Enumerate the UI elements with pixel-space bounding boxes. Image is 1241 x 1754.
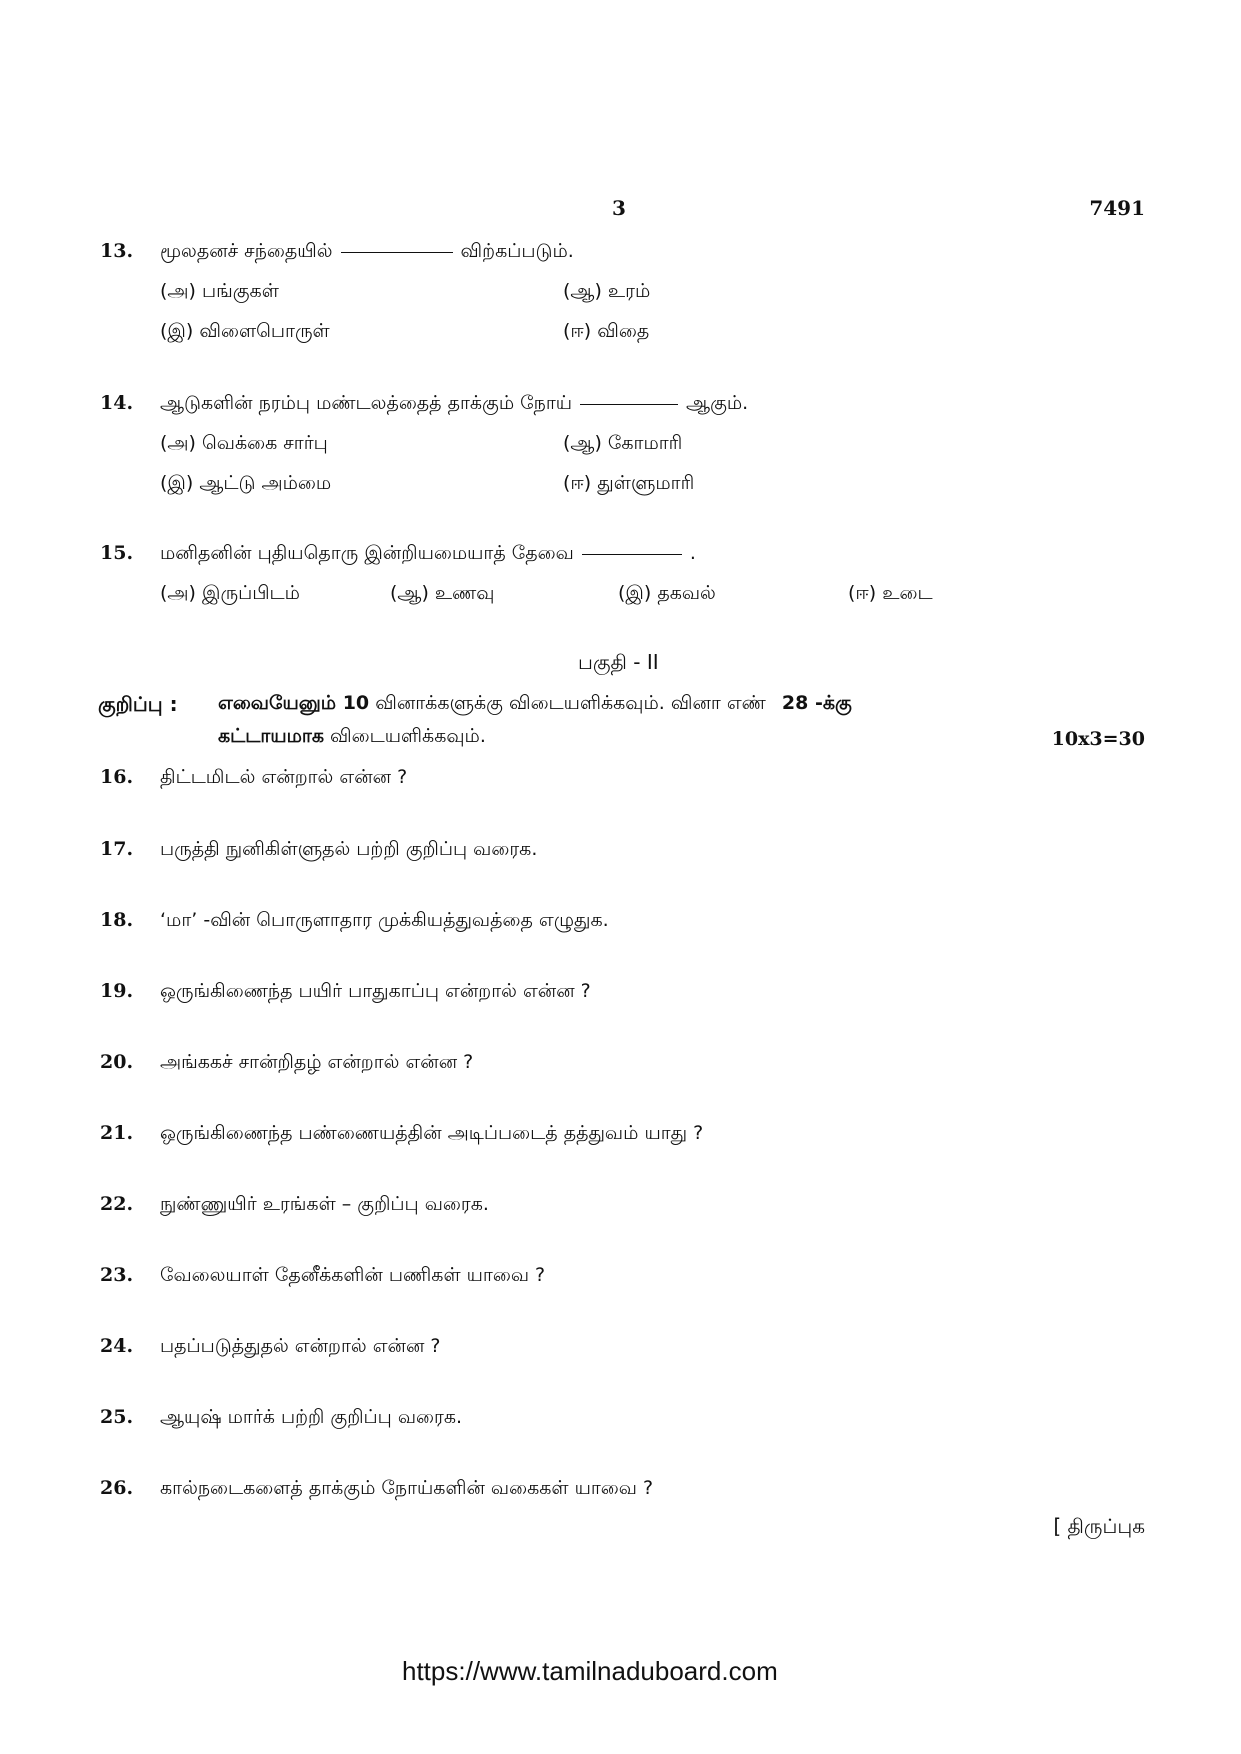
option-a: (அ) வெக்கை சார்பு [160,432,328,454]
option-d: (ஈ) விதை [563,320,650,342]
question-text: ஆயுஷ் மார்க் பற்றி குறிப்பு வரைக. [160,1406,463,1428]
question-number: 19. [100,980,134,1002]
question-text [160,240,574,265]
turn-over-note: [ திருப்புக [1053,1514,1145,1538]
question-number: 15. [100,542,134,564]
answer-blank [582,553,682,555]
option-a: (அ) பங்குகள் [160,280,279,302]
question-number: 14. [100,392,134,414]
note-instruction-continued [218,725,486,750]
question-text-after: ஆகும். [686,392,749,414]
option-b: (ஆ) உணவு [390,582,495,604]
question-number: 25. [100,1406,134,1428]
paper-code: 7491 [1089,196,1145,220]
question-text: ஒருங்கிணைந்த பண்ணையத்தின் அடிப்படைத் தத்துவம் யாது ? [160,1122,704,1144]
option-b: (ஆ) உரம் [563,280,651,302]
question-number: 24. [100,1335,134,1357]
question-text: ‘மா’ -வின் பொருளாதார முக்கியத்துவத்தை எழுதுக. [160,909,609,931]
question-number: 13. [100,240,134,262]
question-number: 17. [100,838,134,860]
question-number: 16. [100,766,134,788]
option-c: (இ) ஆட்டு அம்மை [160,472,332,494]
question-text-before: மூலதனச் சந்தையில் [160,240,333,262]
note-emphasis: எவையேனும் 10 [218,692,370,714]
question-text: ஒருங்கிணைந்த பயிர் பாதுகாப்பு என்றால் என்ன ? [160,980,591,1002]
note-emphasis: கட்டாயமாக [218,725,324,747]
question-number: 22. [100,1193,134,1215]
note-emphasis: 28 -க்கு [781,692,852,714]
question-text: நுண்ணுயிர் உரங்கள் – குறிப்பு வரைக. [160,1193,489,1215]
option-d: (ஈ) துள்ளுமாரி [563,472,695,494]
option-b: (ஆ) கோமாரி [563,432,683,454]
question-text: வேலையாள் தேனீக்களின் பணிகள் யாவை ? [160,1264,546,1286]
question-text: பருத்தி நுனிகிள்ளுதல் பற்றி குறிப்பு வரைக. [160,838,538,860]
option-a: (அ) இருப்பிடம் [160,582,300,604]
question-text [160,542,696,567]
question-number: 21. [100,1122,134,1144]
question-text: அங்ககச் சான்றிதழ் என்றால் என்ன ? [160,1051,474,1073]
question-text [160,392,748,417]
note-instruction [218,692,852,717]
page-number: 3 [612,196,626,220]
question-text-before: மனிதனின் புதியதொரு இன்றியமையாத் தேவை [160,542,574,564]
marks-allocation: 10x3=30 [1051,728,1145,750]
question-text-after: . [689,542,696,564]
question-text-after: விற்கப்படும். [460,240,574,262]
option-c: (இ) தகவல் [618,582,716,604]
question-text: திட்டமிடல் என்றால் என்ன ? [160,766,408,788]
note-label: குறிப்பு : [98,692,178,716]
website-url[interactable]: https://www.tamilnaduboard.com [402,1656,778,1686]
question-number: 20. [100,1051,134,1073]
answer-blank [341,251,453,253]
section-title: பகுதி - II [578,650,659,674]
answer-blank [580,403,678,405]
note-text: விடையளிக்கவும். [330,725,486,747]
question-number: 23. [100,1264,134,1286]
option-d: (ஈ) உடை [848,582,933,604]
question-number: 26. [100,1477,134,1499]
question-text: பதப்படுத்துதல் என்றால் என்ன ? [160,1335,441,1357]
question-text: கால்நடைகளைத் தாக்கும் நோய்களின் வகைகள் யாவை ? [160,1477,654,1499]
question-number: 18. [100,909,134,931]
question-text-before: ஆடுகளின் நரம்பு மண்டலத்தைத் தாக்கும் நோய் [160,392,573,414]
option-c: (இ) விளைபொருள் [160,320,330,342]
note-text: வினாக்களுக்கு விடையளிக்கவும். வினா எண் [375,692,766,714]
